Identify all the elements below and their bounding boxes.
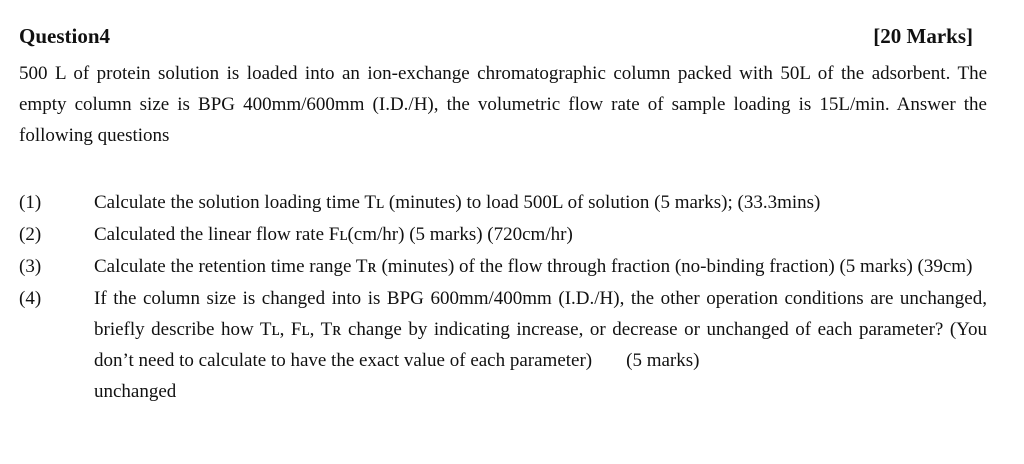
sub-question-2 — [19, 219, 987, 250]
sub-question-number: (4) — [19, 288, 42, 309]
sub-question-number: (1) — [19, 192, 42, 213]
sub-question-3 — [19, 251, 987, 282]
sub-question-marks: (5 marks) — [626, 350, 700, 371]
question-document — [19, 24, 987, 408]
sub-question-body — [94, 283, 987, 407]
sub-question-list — [19, 187, 987, 407]
total-marks: [20 Marks] — [873, 24, 973, 48]
question-title: Question4 — [19, 24, 111, 48]
question-header — [19, 24, 987, 58]
sub-question-1 — [19, 187, 987, 218]
sub-question-number: (3) — [19, 256, 42, 277]
sub-question-text: If the column size is changed into is BPG 600mm/400mm (I.D./H), the other operation conditions are unchanged, briefly describe how Tʟ, Fʟ, Tʀ change by indicating increase, or decrease or unchanged of each parameter? (You don’t need to calculate to have the exact value of each parameter) — [94, 288, 987, 371]
sub-question-number: (2) — [19, 224, 42, 245]
sub-question-answer: unchanged — [94, 381, 177, 402]
sub-question-text: Calculate the solution loading time Tʟ (minutes) to load 500L of solution (5 marks); (33.3mins) — [94, 192, 821, 213]
question-intro: 500 L of protein solution is loaded into an ion-exchange chromatographic column packed with 50L of the adsorbent. The empty column size is BPG 400mm/600mm (I.D./H), the volumetric flow rate of sample loading is 15L/min. Answer the following questions — [19, 63, 987, 146]
sub-question-text: Calculated the linear flow rate Fʟ(cm/hr) (5 marks) (720cm/hr) — [94, 224, 573, 245]
sub-question-text: Calculate the retention time range Tʀ (minutes) of the flow through fraction (no-binding fraction) (5 marks) (39cm) — [94, 256, 973, 277]
sub-question-4 — [19, 283, 987, 407]
